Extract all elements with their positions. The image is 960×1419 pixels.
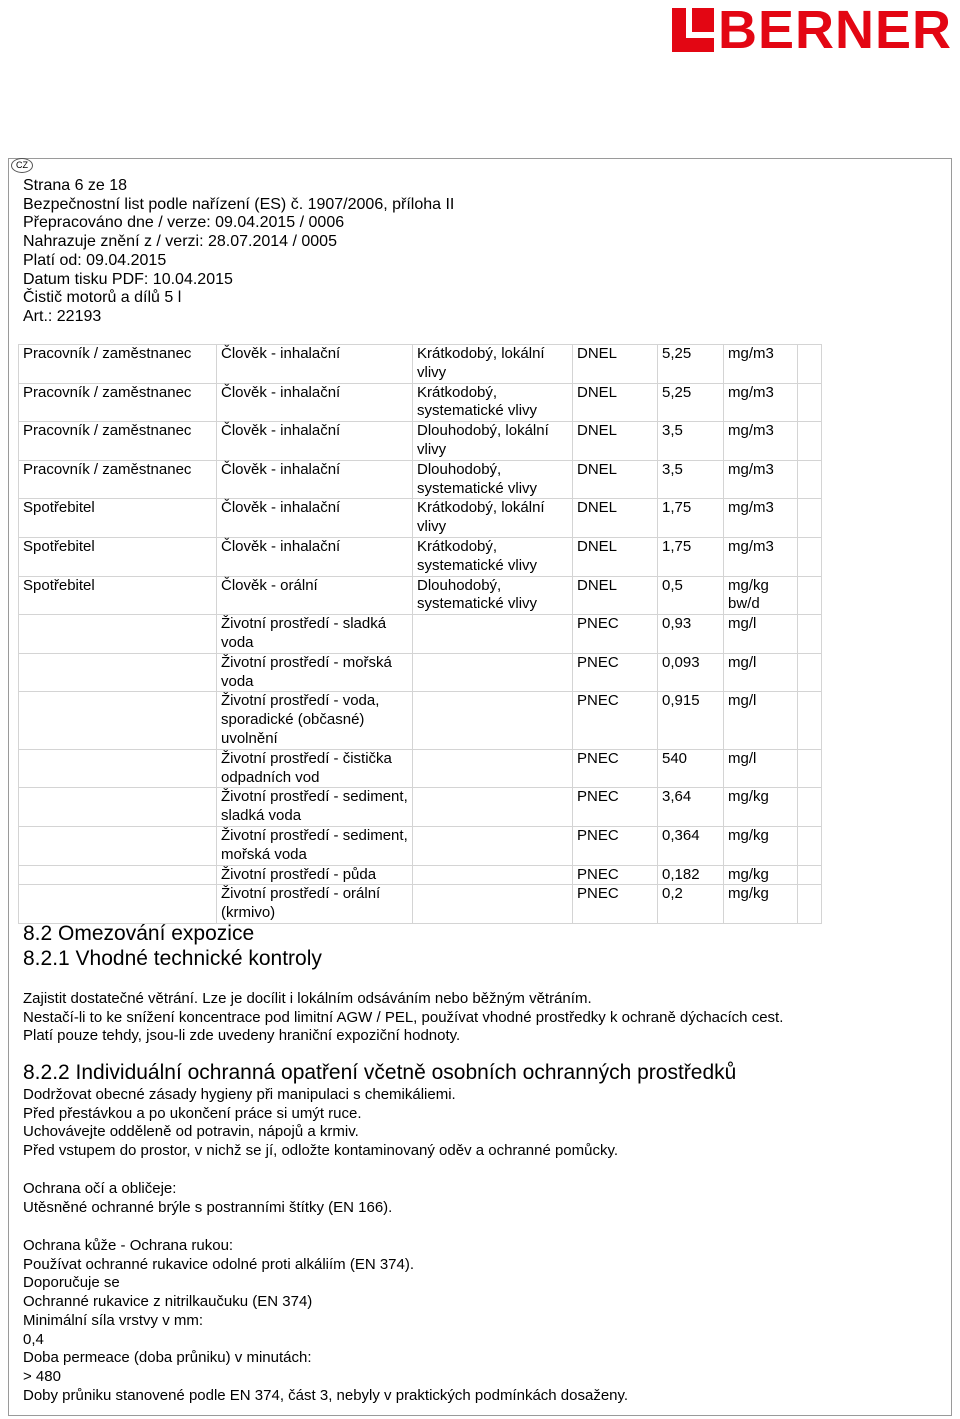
table-row [19,749,822,788]
empty-cell [798,460,822,499]
unit-cell: mg/m3 [724,345,798,384]
text-line: 0,4 [23,1330,44,1348]
text-line: Ochranné rukavice z nitrilkaučuku (EN 374) [23,1293,313,1311]
table-row [19,653,822,692]
row-group-cell: Spotřebitel [19,576,217,615]
empty-cell [798,885,822,924]
effect-cell [413,865,573,885]
empty-cell [798,615,822,654]
unit-cell: mg/l [724,615,798,654]
route-cell: Životní prostředí - orální (krmivo) [217,885,413,924]
table-row [19,615,822,654]
type-cell: PNEC [573,615,658,654]
table-row [19,422,822,461]
type-cell: PNEC [573,749,658,788]
text-line: Nestačí-li to ke snížení koncentrace pod limitní AGW / PEL, používat vhodné prostředky k ochraně dýchacích cest. [23,1008,784,1026]
unit-cell: mg/l [724,749,798,788]
value-cell: 1,75 [658,499,724,538]
route-cell: Člověk - inhalační [217,422,413,461]
country-badge: CZ [11,158,33,173]
value-cell: 0,5 [658,576,724,615]
table-row [19,460,822,499]
unit-cell: mg/kg [724,865,798,885]
empty-cell [798,653,822,692]
unit-cell: mg/kg bw/d [724,576,798,615]
unit-cell: mg/m3 [724,537,798,576]
route-cell: Životní prostředí - čistička odpadních vod [217,749,413,788]
revision-date: Přepracováno dne / verze: 09.04.2015 / 0006 [23,214,345,232]
empty-cell [798,788,822,827]
empty-cell [798,499,822,538]
table-row [19,537,822,576]
value-cell: 5,25 [658,383,724,422]
effect-cell: Krátkodobý, lokální vlivy [413,345,573,384]
row-group-cell: Pracovník / zaměstnanec [19,383,217,422]
row-group-cell: Pracovník / zaměstnanec [19,422,217,461]
text-line: Zajistit dostatečné větrání. Lze je docílit i lokálním odsáváním nebo běžným větráním. [23,990,592,1007]
type-cell: DNEL [573,460,658,499]
row-group-cell [19,692,217,749]
effect-cell [413,788,573,827]
unit-cell: mg/m3 [724,383,798,422]
unit-cell: mg/l [724,692,798,749]
section-8-2-2-heading: 8.2.2 Individuální ochranná opatření včetně osobních ochranných prostředků [23,1061,737,1084]
berner-logo-mark [672,8,714,52]
skin-protection-text [23,1237,628,1405]
berner-logo [672,0,952,60]
route-cell: Životní prostředí - půda [217,865,413,885]
row-group-cell [19,865,217,885]
value-cell: 0,93 [658,615,724,654]
type-cell: DNEL [573,576,658,615]
row-group-cell [19,749,217,788]
text-line: > 480 [23,1367,61,1385]
technical-controls-text [23,990,783,1046]
text-line: Ochrana očí a obličeje: [23,1180,177,1197]
effect-cell: Dlouhodobý, systematické vlivy [413,460,573,499]
eye-protection-text [23,1180,392,1217]
value-cell: 5,25 [658,345,724,384]
row-group-cell [19,788,217,827]
empty-cell [798,383,822,422]
type-cell: DNEL [573,345,658,384]
route-cell: Člověk - inhalační [217,383,413,422]
dnel-pnec-table [18,344,822,924]
document-header [23,177,454,327]
value-cell: 0,2 [658,885,724,924]
effect-cell [413,826,573,865]
text-line: Minimální síla vrstvy v mm: [23,1311,204,1329]
route-cell: Životní prostředí - sediment, sladká voda [217,788,413,827]
value-cell: 540 [658,749,724,788]
text-line: Platí pouze tehdy, jsou-li zde uvedeny hraniční expoziční hodnoty. [23,1027,461,1045]
type-cell: PNEC [573,826,658,865]
unit-cell: mg/kg [724,788,798,827]
row-group-cell [19,885,217,924]
route-cell: Životní prostředí - mořská voda [217,653,413,692]
value-cell: 3,5 [658,460,724,499]
route-cell: Člověk - inhalační [217,460,413,499]
value-cell: 3,64 [658,788,724,827]
empty-cell [798,422,822,461]
type-cell: DNEL [573,422,658,461]
text-line: Uchovávejte odděleně od potravin, nápojů a krmiv. [23,1123,359,1141]
route-cell: Životní prostředí - voda, sporadické (občasné) uvolnění [217,692,413,749]
type-cell: PNEC [573,692,658,749]
type-cell: DNEL [573,383,658,422]
effect-cell: Krátkodobý, systematické vlivy [413,383,573,422]
effect-cell: Krátkodobý, lokální vlivy [413,499,573,538]
empty-cell [798,749,822,788]
effect-cell [413,885,573,924]
empty-cell [798,537,822,576]
table-row [19,576,822,615]
page-number: Strana 6 ze 18 [23,177,128,194]
empty-cell [798,576,822,615]
route-cell: Člověk - inhalační [217,345,413,384]
replaces-version: Nahrazuje znění z / verzi: 28.07.2014 / 0005 [23,233,337,251]
effect-cell: Dlouhodobý, systematické vlivy [413,576,573,615]
sds-regulation: Bezpečnostní list podle nařízení (ES) č. 1907/2006, příloha II [23,195,455,213]
value-cell: 1,75 [658,537,724,576]
text-line: Před přestávkou a po ukončení práce si umýt ruce. [23,1104,362,1122]
section-8-2-heading: 8.2 Omezování expozice [23,922,255,945]
value-cell: 0,182 [658,865,724,885]
article-number: Art.: 22193 [23,307,102,325]
text-line: Doba permeace (doba průniku) v minutách: [23,1349,312,1367]
unit-cell: mg/kg [724,826,798,865]
empty-cell [798,865,822,885]
text-line: Používat ochranné rukavice odolné proti alkáliím (EN 374). [23,1255,415,1273]
type-cell: DNEL [573,537,658,576]
value-cell: 0,093 [658,653,724,692]
table-row [19,692,822,749]
unit-cell: mg/m3 [724,499,798,538]
effect-cell [413,615,573,654]
table-row [19,499,822,538]
text-line: Doby průniku stanovené podle EN 374, část 3, nebyly v praktických podmínkách dosaženy. [23,1386,629,1404]
route-cell: Člověk - orální [217,576,413,615]
text-line: Doporučuje se [23,1274,120,1292]
route-cell: Životní prostředí - sediment, mořská voda [217,826,413,865]
empty-cell [798,826,822,865]
empty-cell [798,692,822,749]
effect-cell: Dlouhodobý, lokální vlivy [413,422,573,461]
text-line: Utěsněné ochranné brýle s postranními štítky (EN 166). [23,1198,393,1216]
table-row [19,383,822,422]
route-cell: Životní prostředí - sladká voda [217,615,413,654]
row-group-cell [19,653,217,692]
table-row [19,788,822,827]
type-cell: DNEL [573,499,658,538]
row-group-cell: Spotřebitel [19,499,217,538]
table-row [19,885,822,924]
text-line: Před vstupem do prostor, v nichž se jí, odložte kontaminovaný oděv a ochranné pomůcky. [23,1142,619,1160]
row-group-cell: Spotřebitel [19,537,217,576]
effect-cell [413,749,573,788]
section-8-2-1-heading: 8.2.1 Vhodné technické kontroly [23,947,322,970]
route-cell: Člověk - inhalační [217,537,413,576]
unit-cell: mg/l [724,653,798,692]
row-group-cell [19,826,217,865]
table-row [19,345,822,384]
text-line: Dodržovat obecné zásady hygieny při manipulaci s chemikáliemi. [23,1086,456,1103]
hygiene-text [23,1086,618,1161]
berner-logo-text: BERNER [717,0,952,60]
print-date: Datum tisku PDF: 10.04.2015 [23,270,233,288]
effect-cell: Krátkodobý, systematické vlivy [413,537,573,576]
effect-cell [413,692,573,749]
value-cell: 0,915 [658,692,724,749]
type-cell: PNEC [573,865,658,885]
type-cell: PNEC [573,885,658,924]
row-group-cell [19,615,217,654]
type-cell: PNEC [573,788,658,827]
route-cell: Člověk - inhalační [217,499,413,538]
effect-cell [413,653,573,692]
table-row [19,826,822,865]
unit-cell: mg/kg [724,885,798,924]
unit-cell: mg/m3 [724,422,798,461]
value-cell: 0,364 [658,826,724,865]
empty-cell [798,345,822,384]
type-cell: PNEC [573,653,658,692]
valid-from: Platí od: 09.04.2015 [23,251,167,269]
value-cell: 3,5 [658,422,724,461]
text-line: Ochrana kůže - Ochrana rukou: [23,1237,234,1254]
unit-cell: mg/m3 [724,460,798,499]
row-group-cell: Pracovník / zaměstnanec [19,460,217,499]
row-group-cell: Pracovník / zaměstnanec [19,345,217,384]
table-row [19,865,822,885]
product-name: Čistič motorů a dílů 5 l [23,289,182,307]
